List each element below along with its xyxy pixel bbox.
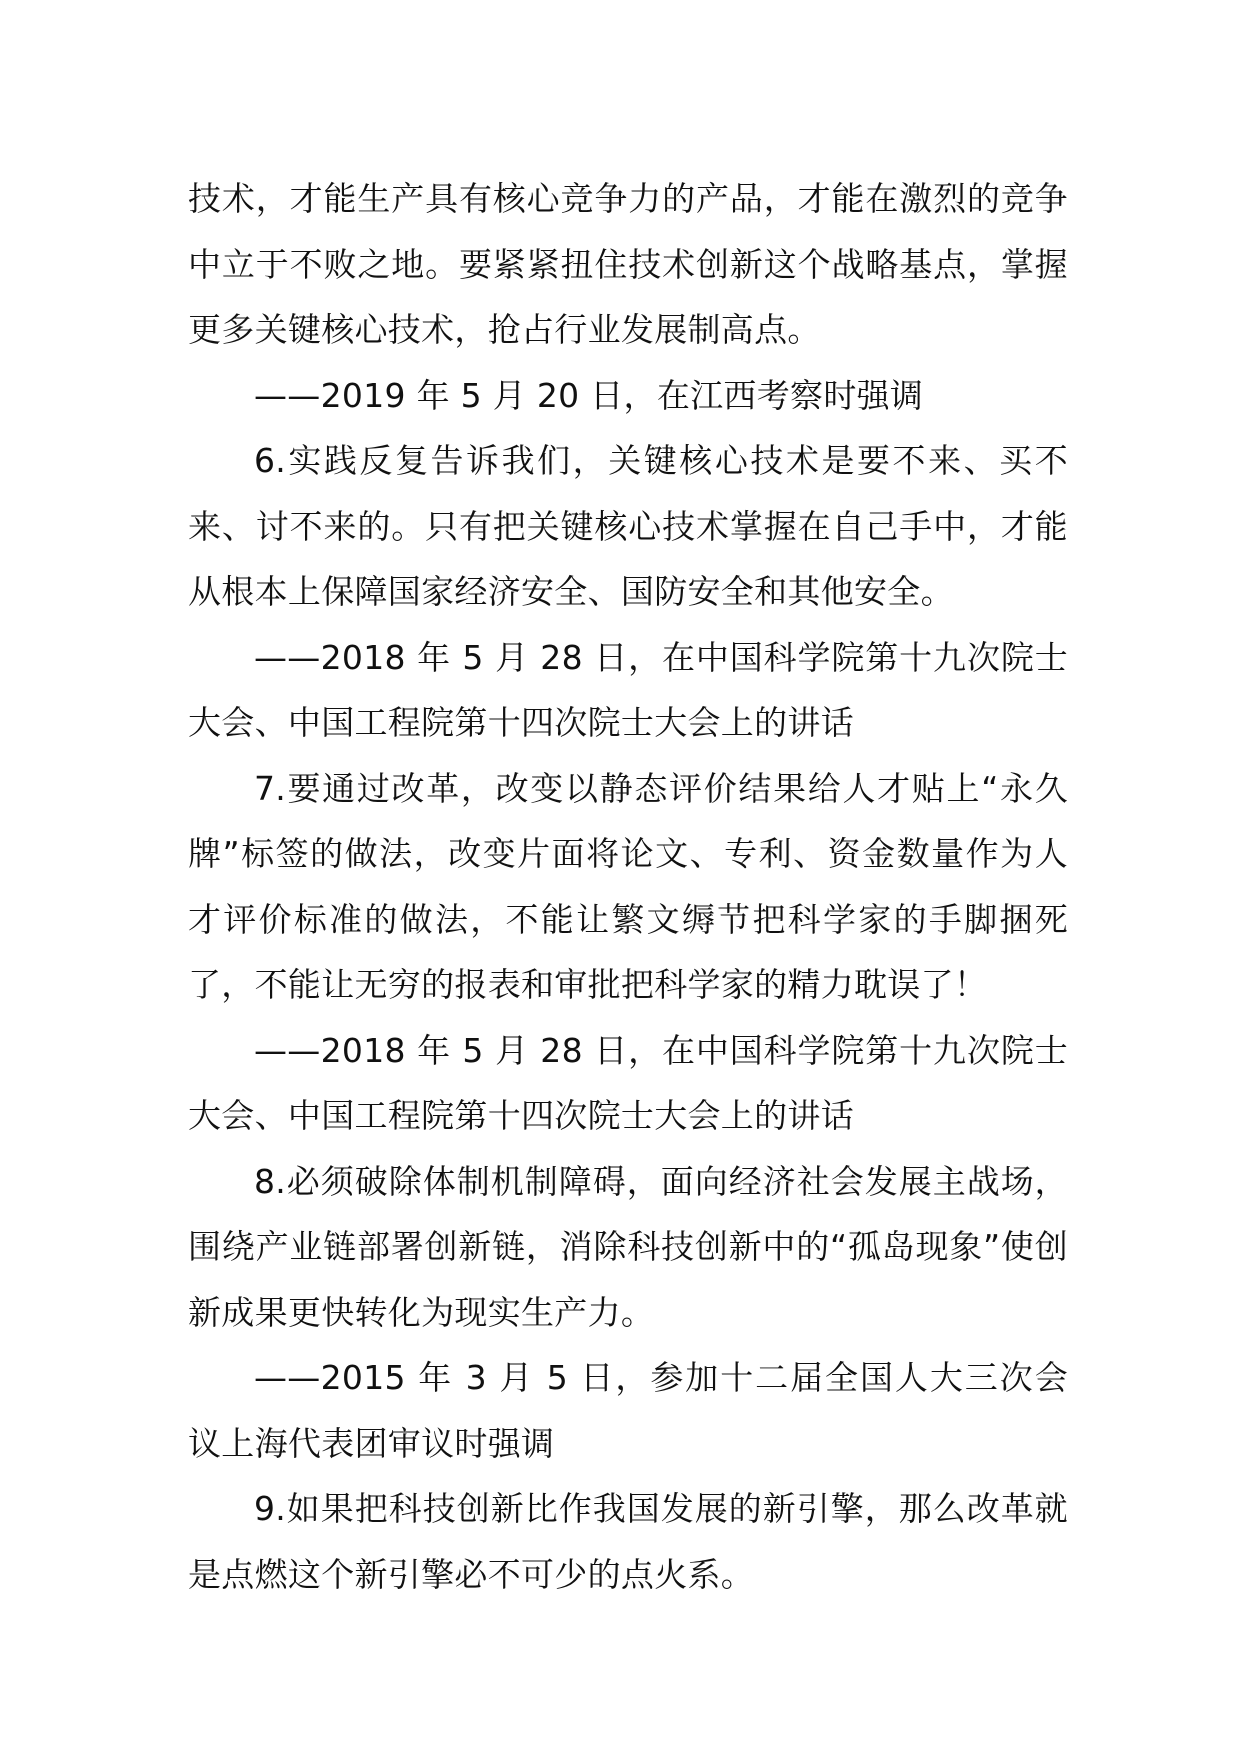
- paragraph-attribution: ——2019 年 5 月 20 日，在江西考察时强调: [254, 375, 924, 415]
- paragraph-attribution: ——2015 年 3 月 5 日，参加十二届全国人大三次会议上海代表团审议时强调: [188, 1358, 1068, 1463]
- paragraph-continuation: 技术，才能生产具有核心竞争力的产品，才能在激烈的竞争中立于不败之地。要紧紧扭住技术创新这个战略基点，掌握更多关键核心技术，抢占行业发展制高点。: [188, 179, 1068, 349]
- paragraph-attribution: ——2018 年 5 月 28 日，在中国科学院第十九次院士大会、中国工程院第十四次院士大会上的讲话: [188, 1030, 1068, 1135]
- paragraph-quote-9: 9.如果把科技创新比作我国发展的新引擎，那么改革就是点燃这个新引擎必不可少的点火系。: [188, 1489, 1068, 1594]
- document-body: [188, 166, 1068, 1607]
- paragraph-attribution: ——2018 年 5 月 28 日，在中国科学院第十九次院士大会、中国工程院第十四次院士大会上的讲话: [188, 637, 1068, 742]
- paragraph-quote-6: 6.实践反复告诉我们，关键核心技术是要不来、买不来、讨不来的。只有把关键核心技术掌握在自己手中，才能从根本上保障国家经济安全、国防安全和其他安全。: [188, 441, 1068, 611]
- paragraph-quote-7: 7.要通过改革，改变以静态评价结果给人才贴上“永久牌”标签的做法，改变片面将论文、专利、资金数量作为人才评价标准的做法，不能让繁文缛节把科学家的手脚捆死了，不能让无穷的报表和审批把科学家的精力耽误了！: [188, 768, 1068, 1004]
- paragraph-quote-8: 8.必须破除体制机制障碍，面向经济社会发展主战场，围绕产业链部署创新链，消除科技创新中的“孤岛现象”使创新成果更快转化为现实生产力。: [188, 1161, 1068, 1332]
